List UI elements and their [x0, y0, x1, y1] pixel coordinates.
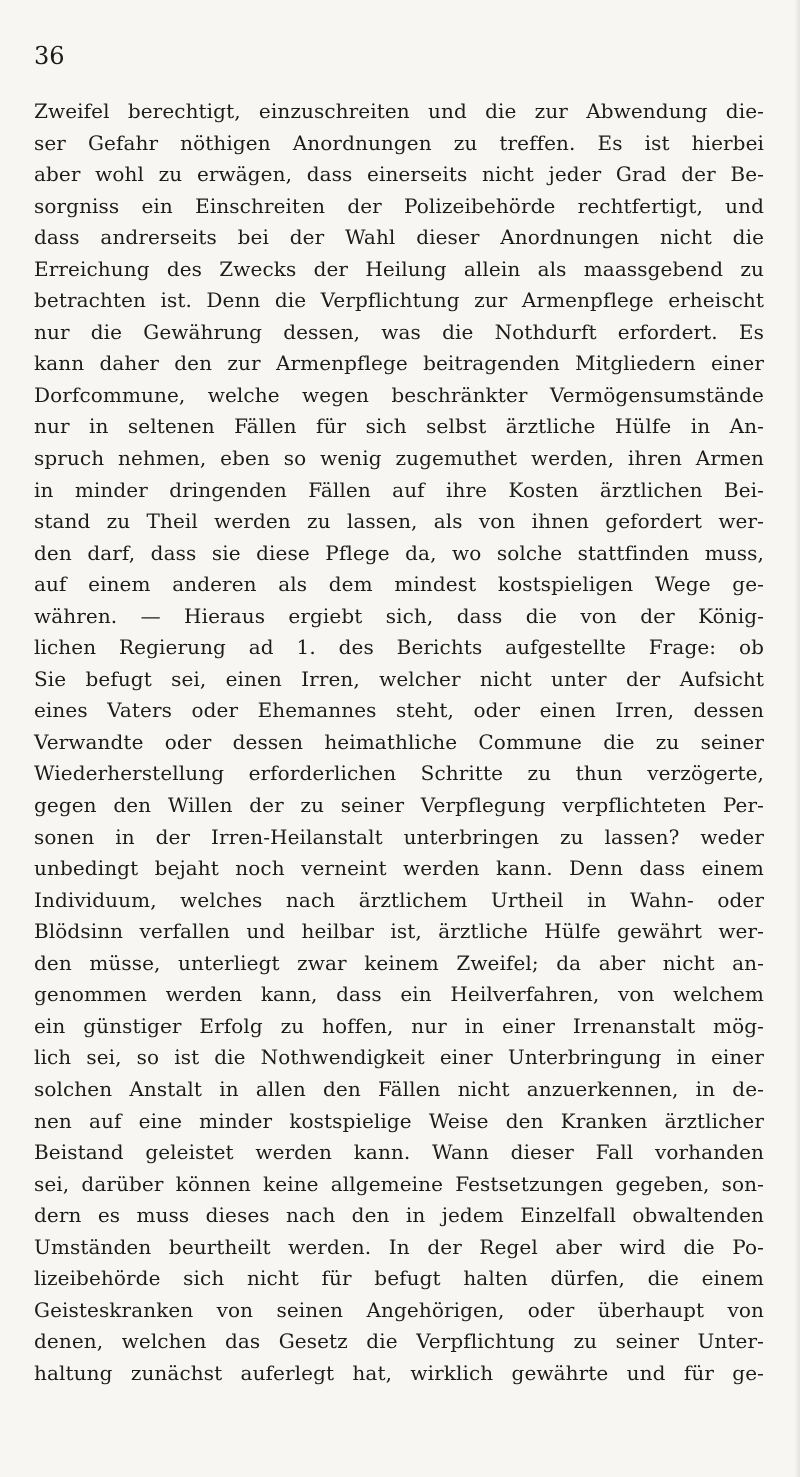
text-line: stand zu Theil werden zu lassen, als von ihnen gefordert wer- — [34, 509, 764, 534]
text-line: eines Vaters oder Ehemannes steht, oder einen Irren, dessen — [34, 698, 764, 723]
text-line: Wiederherstellung erforderlichen Schritte zu thun verzögerte, — [34, 761, 764, 786]
text-line: spruch nehmen, eben so wenig zugemuthet werden, ihren Armen — [34, 446, 764, 471]
text-line: den müsse, unterliegt zwar keinem Zweifel; da aber nicht an- — [34, 950, 764, 975]
text-line: kann daher den zur Armenpflege beitragenden Mitgliedern einer — [34, 351, 764, 376]
text-line: auf einem anderen als dem mindest kostspieligen Wege ge- — [34, 572, 764, 597]
page-edge-shadow — [794, 0, 800, 1477]
text-line: ser Gefahr nöthigen Anordnungen zu treffen. Es ist hierbei — [34, 130, 764, 155]
page-number: 36 — [34, 42, 65, 70]
text-line: nur in seltenen Fällen für sich selbst ärztliche Hülfe in An- — [34, 414, 764, 439]
text-line: Geisteskranken von seinen Angehörigen, oder überhaupt von — [34, 1297, 764, 1322]
text-line: Umständen beurtheilt werden. In der Regel aber wird die Po- — [34, 1234, 764, 1259]
text-line: sei, darüber können keine allgemeine Festsetzungen gegeben, son- — [34, 1171, 764, 1196]
text-line: nur die Gewährung dessen, was die Nothdurft erfordert. Es — [34, 319, 764, 344]
body-text — [34, 96, 764, 1389]
text-line: Zweifel berechtigt, einzuschreiten und die zur Abwendung die- — [34, 99, 764, 123]
text-line: betrachten ist. Denn die Verpflichtung zur Armenpflege erheischt — [34, 288, 764, 313]
text-line: Sie befugt sei, einen Irren, welcher nicht unter der Aufsicht — [34, 666, 764, 691]
text-line: haltung zunächst auferlegt hat, wirklich gewährte und für ge- — [34, 1360, 764, 1385]
text-line: lizeibehörde sich nicht für befugt halten dürfen, die einem — [34, 1266, 764, 1291]
text-line: genommen werden kann, dass ein Heilverfahren, von welchem — [34, 982, 764, 1007]
text-line: Verwandte oder dessen heimathliche Commune die zu seiner — [34, 729, 764, 754]
text-line: in minder dringenden Fällen auf ihre Kosten ärztlichen Bei- — [34, 477, 764, 502]
text-line: Individuum, welches nach ärztlichem Urtheil in Wahn- oder — [34, 887, 764, 912]
text-line: Erreichung des Zwecks der Heilung allein als maassgebend zu — [34, 256, 764, 281]
text-line: sonen in der Irren-Heilanstalt unterbringen zu lassen? weder — [34, 824, 764, 849]
text-line: gegen den Willen der zu seiner Verpflegung verpflichteten Per- — [34, 793, 764, 818]
text-line: solchen Anstalt in allen den Fällen nicht anzuerkennen, in de- — [34, 1076, 764, 1101]
text-line: Dorfcommune, welche wegen beschränkter Vermögensumstände — [34, 382, 764, 407]
text-line: Beistand geleistet werden kann. Wann dieser Fall vorhanden — [34, 1140, 764, 1165]
text-line: den darf, dass sie diese Pflege da, wo solche stattfinden muss, — [34, 540, 764, 565]
text-line: ein günstiger Erfolg zu hoffen, nur in einer Irrenanstalt mög- — [34, 1013, 764, 1038]
text-line: Blödsinn verfallen und heilbar ist, ärztliche Hülfe gewährt wer- — [34, 919, 764, 944]
text-line: währen. — Hieraus ergiebt sich, dass die von der König- — [34, 603, 764, 628]
text-line: sorgniss ein Einschreiten der Polizeibehörde rechtfertigt, und — [34, 193, 764, 218]
text-line: lich sei, so ist die Nothwendigkeit einer Unterbringung in einer — [34, 1045, 764, 1070]
text-line: dern es muss dieses nach den in jedem Einzelfall obwaltenden — [34, 1203, 764, 1228]
text-line: nen auf eine minder kostspielige Weise den Kranken ärztlicher — [34, 1108, 764, 1133]
text-line: denen, welchen das Gesetz die Verpflichtung zu seiner Unter- — [34, 1329, 764, 1354]
text-line: dass andrerseits bei der Wahl dieser Anordnungen nicht die — [34, 225, 764, 250]
text-line: lichen Regierung ad 1. des Berichts aufgestellte Frage: ob — [34, 635, 764, 660]
text-line: aber wohl zu erwägen, dass einerseits nicht jeder Grad der Be- — [34, 162, 764, 187]
text-line: unbedingt bejaht noch verneint werden kann. Denn dass einem — [34, 856, 764, 881]
